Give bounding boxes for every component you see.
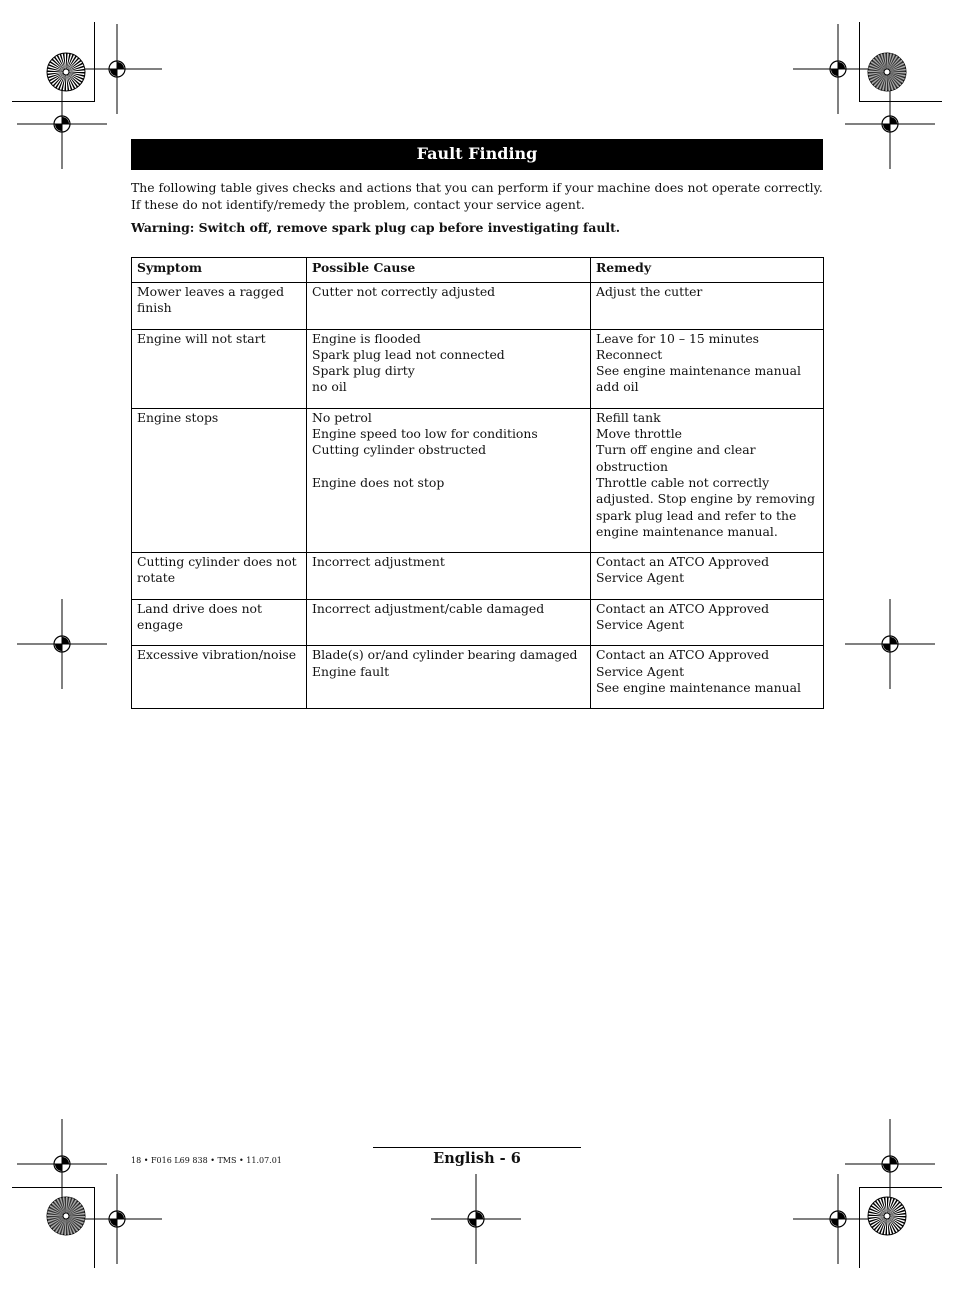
cell-line: Engine is flooded [312, 330, 421, 346]
cell-line: Incorrect adjustment [312, 554, 445, 570]
cell-cause [307, 329, 591, 408]
table-row [132, 283, 824, 330]
header-possible-cause: Possible Cause [307, 258, 591, 283]
cell-symptom [132, 408, 307, 552]
cell-line: Service Agent [596, 617, 685, 633]
cell-line: Turn off engine and clear [596, 442, 756, 458]
cell-line: add oil [596, 379, 639, 395]
cell-line: See engine maintenance manual [596, 679, 801, 695]
cell-line: Engine stops [137, 409, 219, 425]
cell-remedy [591, 646, 824, 709]
star-target-icon [46, 52, 86, 92]
cell-line: finish [137, 300, 172, 316]
cell-remedy [591, 553, 824, 600]
star-target-icon [46, 1196, 86, 1236]
cell-line: no oil [312, 379, 347, 395]
star-target-icon [867, 52, 907, 92]
cell-symptom [132, 646, 307, 709]
cell-line: No petrol [312, 409, 372, 425]
header-symptom: Symptom [132, 258, 307, 283]
table-row [132, 553, 824, 600]
cell-symptom [132, 599, 307, 646]
star-target-icon [867, 1196, 907, 1236]
table-body [132, 283, 824, 709]
footer-rule [373, 1147, 581, 1148]
cell-line: Service Agent [596, 663, 685, 679]
cell-line: Cutter not correctly adjusted [312, 284, 496, 299]
cell-cause [307, 599, 591, 646]
cell-line: Move throttle [596, 426, 683, 442]
cell-cause [307, 408, 591, 552]
table-row [132, 408, 824, 552]
cell-line: Leave for 10 – 15 minutes [596, 330, 760, 346]
intro-line-2: If these do not identify/remedy the problem, contact your service agent. [131, 197, 585, 212]
cell-cause [307, 646, 591, 709]
table-header-row [132, 258, 824, 283]
cell-line: Excessive vibration/noise [137, 647, 297, 663]
registration-crosshair-icon [845, 599, 935, 689]
cell-line: Blade(s) or/and cylinder bearing damaged [312, 647, 578, 663]
cell-line: rotate [137, 570, 176, 586]
warning-text: Warning: Switch off, remove spark plug cap before investigating fault. [131, 220, 621, 235]
cell-line: Cutting cylinder does not [137, 554, 297, 570]
cell-line: Spark plug lead not connected [312, 346, 505, 362]
cell-line: Engine speed too low for conditions [312, 426, 538, 442]
cell-symptom [132, 329, 307, 408]
cell-line: Contact an ATCO Approved [596, 647, 770, 663]
cell-line: Spark plug dirty [312, 363, 415, 379]
cell-line: Contact an ATCO Approved [596, 554, 770, 570]
registration-crosshair-icon [845, 79, 935, 169]
cell-line [312, 459, 585, 475]
cell-line: engage [137, 617, 183, 633]
table-row [132, 329, 824, 408]
cell-line: Reconnect [596, 346, 663, 362]
cell-line: Engine will not start [137, 330, 266, 346]
cell-line: Engine fault [312, 663, 390, 679]
registration-crosshair-icon [431, 1174, 521, 1264]
cell-cause [307, 283, 591, 330]
cell-line: Incorrect adjustment/cable damaged [312, 600, 545, 616]
cell-symptom [132, 553, 307, 600]
footer-page-label: English - 6 [433, 1150, 521, 1167]
cell-line: engine maintenance manual. [596, 523, 778, 539]
cell-line: Throttle cable not correctly [596, 474, 770, 490]
section-title-bar [131, 139, 823, 170]
cell-symptom [132, 283, 307, 330]
cell-line: Mower leaves a ragged [137, 284, 285, 299]
cell-line: Service Agent [596, 570, 685, 586]
cell-cause [307, 553, 591, 600]
cell-line: Land drive does not [137, 600, 262, 616]
registration-crosshair-icon [17, 599, 107, 689]
cell-line: Refill tank [596, 409, 661, 425]
fault-finding-table [131, 257, 824, 709]
cell-remedy [591, 408, 824, 552]
cell-remedy [591, 329, 824, 408]
header-remedy: Remedy [591, 258, 824, 283]
cell-line: Engine does not stop [312, 474, 445, 490]
intro-line-1: The following table gives checks and actions that you can perform if your machine does not operate correctly. [131, 180, 823, 195]
cell-line: obstruction [596, 458, 668, 474]
cell-remedy [591, 283, 824, 330]
cell-line: See engine maintenance manual [596, 363, 801, 379]
registration-crosshair-icon [17, 79, 107, 169]
cell-line: spark plug lead and refer to the [596, 507, 797, 523]
section-title: Fault Finding [416, 144, 538, 163]
intro-paragraph [131, 179, 831, 213]
table-row [132, 646, 824, 709]
cell-line: Contact an ATCO Approved [596, 600, 770, 616]
cell-line: adjusted. Stop engine by removing [596, 491, 816, 507]
footer-print-code: 18 • F016 L69 838 • TMS • 11.07.01 [131, 1156, 282, 1165]
cell-remedy [591, 599, 824, 646]
cell-line: Cutting cylinder obstructed [312, 442, 487, 458]
cell-line: Adjust the cutter [596, 284, 703, 299]
table-row [132, 599, 824, 646]
